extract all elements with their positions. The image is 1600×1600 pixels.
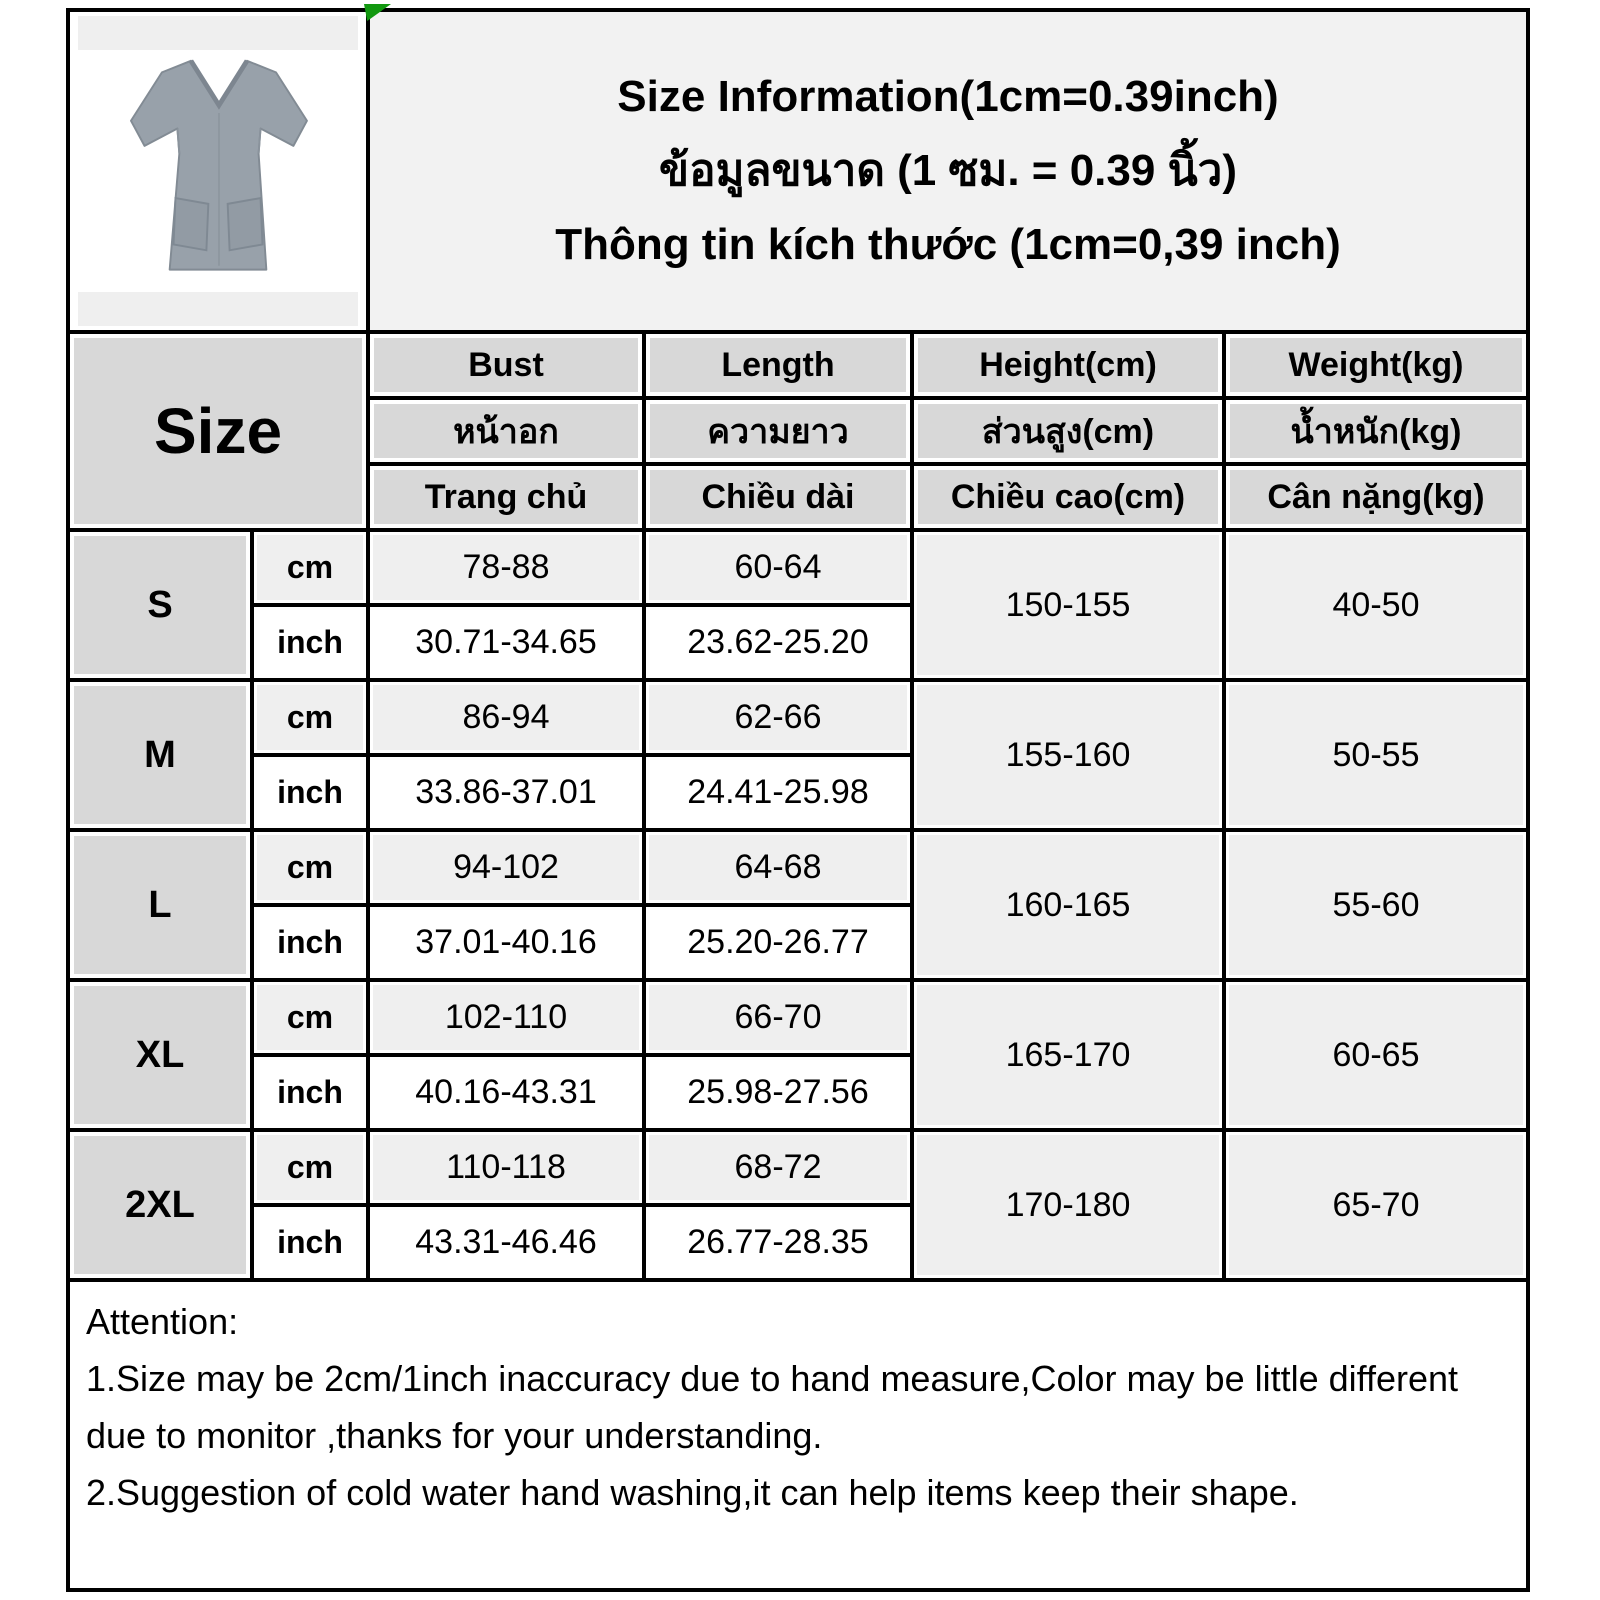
col-header-bust-vi: Trang chủ [370, 466, 642, 528]
cell-height: 155-160 [914, 682, 1222, 828]
cell-bust-inch: 43.31-46.46 [370, 1207, 642, 1278]
col-header-length-th: ความยาว [646, 400, 910, 462]
unit-cm: cm [254, 832, 366, 903]
cell-length-cm: 60-64 [646, 532, 910, 603]
title-en: Size Information(1cm=0.39inch) [617, 72, 1279, 121]
col-header-length-en: Length [646, 334, 910, 396]
cell-length-cm: 64-68 [646, 832, 910, 903]
cell-bust-cm: 110-118 [370, 1132, 642, 1203]
cell-bust-cm: 102-110 [370, 982, 642, 1053]
col-header-height-vi: Chiều cao(cm) [914, 466, 1222, 528]
cell-bust-inch: 37.01-40.16 [370, 907, 642, 978]
unit-cm: cm [254, 982, 366, 1053]
cell-bust-inch: 33.86-37.01 [370, 757, 642, 828]
unit-inch: inch [254, 1207, 366, 1278]
col-header-weight-vi: Cân nặng(kg) [1226, 466, 1526, 528]
cell-length-inch: 25.98-27.56 [646, 1057, 910, 1128]
cell-height: 160-165 [914, 832, 1222, 978]
cell-bust-cm: 94-102 [370, 832, 642, 903]
cell-length-cm: 68-72 [646, 1132, 910, 1203]
size-chart-table [66, 8, 1530, 1592]
title-block [370, 12, 1526, 330]
col-header-length-vi: Chiều dài [646, 466, 910, 528]
attention-line-2: 2.Suggestion of cold water hand washing,it can help items keep their shape. [86, 1471, 1299, 1513]
cell-bust-cm: 86-94 [370, 682, 642, 753]
cell-bust-inch: 30.71-34.65 [370, 607, 642, 678]
product-photo [70, 12, 366, 330]
cell-bust-cm: 78-88 [370, 532, 642, 603]
cell-height: 150-155 [914, 532, 1222, 678]
photo-top-band [78, 16, 358, 50]
cell-weight: 55-60 [1226, 832, 1526, 978]
cell-length-inch: 25.20-26.77 [646, 907, 910, 978]
col-header-bust-th: หน้าอก [370, 400, 642, 462]
col-header-height-en: Height(cm) [914, 334, 1222, 396]
cell-length-inch: 24.41-25.98 [646, 757, 910, 828]
cell-height: 170-180 [914, 1132, 1222, 1278]
cell-length-cm: 66-70 [646, 982, 910, 1053]
row-size-l: L [70, 832, 250, 978]
unit-inch: inch [254, 757, 366, 828]
unit-inch: inch [254, 907, 366, 978]
unit-inch: inch [254, 607, 366, 678]
attention-notes [70, 1282, 1526, 1588]
col-header-bust-en: Bust [370, 334, 642, 396]
unit-cm: cm [254, 682, 366, 753]
unit-cm: cm [254, 532, 366, 603]
row-size-s: S [70, 532, 250, 678]
row-size-2xl: 2XL [70, 1132, 250, 1278]
cell-weight: 40-50 [1226, 532, 1526, 678]
col-header-height-th: ส่วนสูง(cm) [914, 400, 1222, 462]
unit-inch: inch [254, 1057, 366, 1128]
size-column-header: Size [70, 334, 366, 528]
cell-weight: 60-65 [1226, 982, 1526, 1128]
attention-line-1: 1.Size may be 2cm/1inch inaccuracy due to hand measure,Color may be little different due to monitor ,thanks for your understanding. [86, 1357, 1459, 1456]
cell-bust-inch: 40.16-43.31 [370, 1057, 642, 1128]
cell-weight: 50-55 [1226, 682, 1526, 828]
cell-length-inch: 26.77-28.35 [646, 1207, 910, 1278]
cell-length-inch: 23.62-25.20 [646, 607, 910, 678]
row-size-xl: XL [70, 982, 250, 1128]
title-vi: Thông tin kích thước (1cm=0,39 inch) [555, 220, 1341, 269]
attention-heading: Attention: [86, 1301, 239, 1342]
scrub-top-icon [102, 45, 334, 297]
col-header-weight-th: น้ำหนัก(kg) [1226, 400, 1526, 462]
col-header-weight-en: Weight(kg) [1226, 334, 1526, 396]
unit-cm: cm [254, 1132, 366, 1203]
row-size-m: M [70, 682, 250, 828]
photo-bottom-band [78, 292, 358, 326]
cell-weight: 65-70 [1226, 1132, 1526, 1278]
cell-length-cm: 62-66 [646, 682, 910, 753]
cell-height: 165-170 [914, 982, 1222, 1128]
title-th: ข้อมูลขนาด (1 ซม. = 0.39 นิ้ว) [658, 146, 1237, 195]
